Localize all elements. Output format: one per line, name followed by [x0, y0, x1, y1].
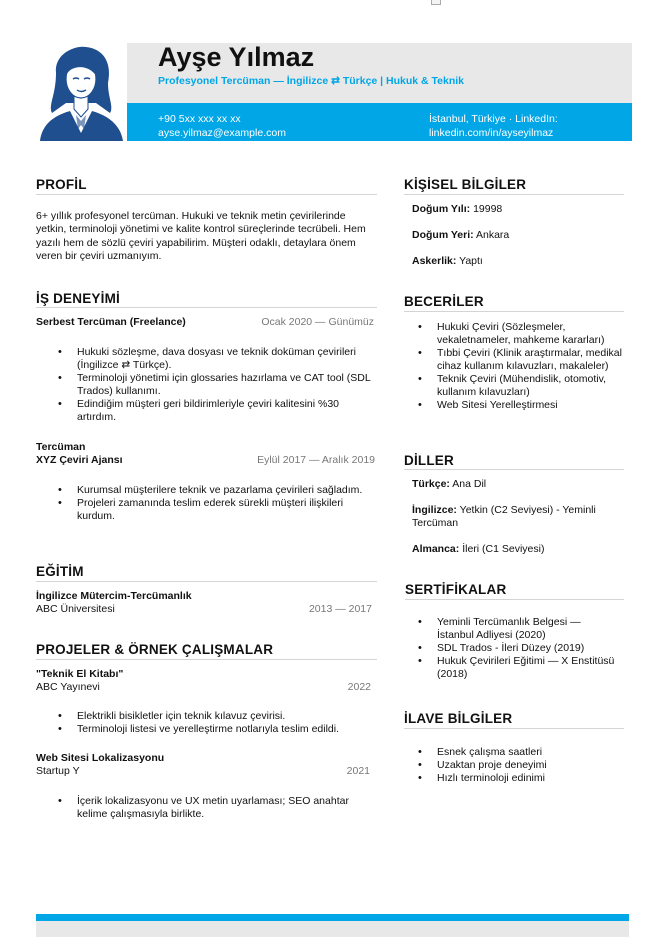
list-item: • Terminoloji listesi ve yerelleştirme notlarıyla teslim edildi. [77, 723, 377, 736]
birth-year-value: 19998 [473, 203, 503, 215]
language-label: Almanca: [412, 543, 460, 555]
project-name: "Teknik El Kitabı" [36, 668, 124, 680]
additional-list [437, 746, 617, 785]
list-item: • Kurumsal müşterilere teknik ve pazarlama çevirileri sağladım. [77, 484, 377, 497]
list-item: • Edindiğim müşteri geri bildirimleriyle çeviri kalitesini %30 artırdım. [77, 398, 377, 424]
project-year: 2022 [347, 681, 371, 693]
list-item: • İçerik lokalizasyonu ve UX metin uyarlaması; SEO anahtar kelime çalışmasıyla birlikte. [77, 795, 377, 821]
job-role: Tercüman [36, 441, 86, 453]
divider [36, 194, 377, 195]
section-title-experience: İŞ DENEYİMİ [36, 291, 120, 306]
birth-year-label: Doğum Yılı: [412, 203, 471, 215]
section-title-projects: PROJELER & ÖRNEK ÇALIŞMALAR [36, 642, 274, 657]
language-level: Yetkin (C2 Seviyesi) - Yeminli Tercüman [412, 504, 596, 530]
job-dates: Ocak 2020 — Günümüz [261, 316, 374, 328]
list-item: • Yeminli Tercümanlık Belgesi — İstanbul Adliyesi (2020) [437, 616, 617, 642]
section-title-profile: PROFİL [36, 177, 87, 192]
footer-accent-bar [36, 914, 629, 921]
contact-left [158, 113, 286, 140]
section-title-education: EĞİTİM [36, 564, 84, 579]
divider [404, 194, 624, 195]
list-item: • Uzaktan proje deneyimi [437, 759, 617, 772]
linkedin-link[interactable]: linkedin.com/in/ayseyilmaz [429, 126, 554, 139]
birth-place-value: Ankara [476, 229, 510, 241]
education-degree: İngilizce Mütercim-Tercümanlık [36, 590, 192, 602]
woman-portrait-icon [36, 43, 127, 141]
section-title-skills: BECERİLER [404, 294, 484, 309]
project-bullets [77, 710, 377, 736]
professional-title: Profesyonel Tercüman — İngilizce ⇄ Türkçe | Hukuk & Teknik [158, 75, 465, 87]
language-level: İleri (C1 Seviyesi) [462, 543, 545, 555]
birth-place-label: Doğum Yeri: [412, 229, 474, 241]
section-title-certificates: SERTİFİKALAR [405, 582, 507, 597]
list-item: • Elektrikli bisikletler için teknik kılavuz çevirisi. [77, 710, 377, 723]
education-school: ABC Üniversitesi [36, 603, 115, 615]
language-level: Ana Dil [452, 478, 487, 490]
project-bullets [77, 795, 377, 821]
job-company: XYZ Çeviri Ajansı [36, 454, 123, 466]
profile-summary: 6+ yıllık profesyonel tercüman. Hukuki ve teknik metin çevirilerinde yetkin, terminoloji yönetimi ve kalite kontrol süreçlerinde tecrübeli. Hem yazılı hem de sözlü çeviri yapabilirim. Müşteri odaklı, detaylara önem veren bir çeviri uzmanıyım. [36, 210, 366, 262]
divider [36, 307, 377, 308]
section-title-languages: DİLLER [404, 453, 454, 468]
list-item: • Tıbbi Çeviri (Klinik araştırmalar, medikal cihaz kullanım kılavuzları, makaleler) [437, 347, 623, 373]
person-name: Ayşe Yılmaz [158, 42, 315, 72]
list-item: • Terminoloji yönetimi için glossaries hazırlama ve CAT tool (SDL Trados) kullanımı. [77, 372, 377, 398]
footer-band [36, 921, 629, 937]
project-org: ABC Yayınevi [36, 681, 100, 693]
email-link[interactable]: ayse.yilmaz@example.com [158, 126, 286, 139]
birth-place [412, 229, 509, 242]
military-label: Askerlik: [412, 255, 457, 267]
section-title-additional: İLAVE BİLGİLER [404, 711, 513, 726]
divider [404, 728, 624, 729]
list-item: • Hukuk Çevirileri Eğitimi — X Enstitüsü (2018) [437, 655, 617, 681]
divider [36, 581, 377, 582]
list-item: • Teknik Çeviri (Mühendislik, otomotiv, kullanım kılavuzları) [437, 373, 623, 399]
language-label: İngilizce: [412, 504, 457, 516]
list-item: • Hızlı terminoloji edinimi [437, 772, 617, 785]
list-item: • Esnek çalışma saatleri [437, 746, 617, 759]
project-org: Startup Y [36, 765, 80, 777]
project-name: Web Sitesi Lokalizasyonu [36, 752, 165, 764]
document-marker-icon [431, 0, 441, 5]
section-title-personal: KİŞİSEL BİLGİLER [404, 177, 527, 192]
job-dates: Eylül 2017 — Aralık 2019 [257, 454, 375, 466]
military-value: Yaptı [459, 255, 483, 267]
contact-right [429, 113, 558, 140]
avatar [36, 43, 127, 141]
language-label: Türkçe: [412, 478, 450, 490]
job-bullets [77, 484, 377, 523]
language-item [412, 543, 622, 556]
job-bullets [77, 346, 377, 424]
language-item [412, 478, 622, 491]
divider [404, 311, 624, 312]
list-item: • Projeleri zamanında teslim ederek sürekli müşteri ilişkileri kurdum. [77, 497, 377, 523]
divider [404, 469, 624, 470]
birth-year [412, 203, 502, 216]
job-role: Serbest Tercüman (Freelance) [36, 316, 186, 328]
list-item: • Web Sitesi Yerelleştirmesi [437, 399, 623, 412]
military-status [412, 255, 483, 268]
divider [36, 659, 377, 660]
language-item [412, 504, 622, 531]
certificates-list [437, 616, 617, 681]
project-year: 2021 [346, 765, 370, 777]
divider [405, 599, 624, 600]
list-item: • Hukuki sözleşme, dava dosyası ve teknik doküman çevirileri (İngilizce ⇄ Türkçe). [77, 346, 377, 372]
list-item: • SDL Trados - İleri Düzey (2019) [437, 642, 617, 655]
skills-list [437, 321, 623, 412]
list-item: • Hukuki Çeviri (Sözleşmeler, vekaletnameler, mahkeme kararları) [437, 321, 623, 347]
phone-number: +90 5xx xxx xx xx [158, 113, 241, 125]
location-text: İstanbul, Türkiye · LinkedIn: [429, 113, 558, 125]
education-dates: 2013 — 2017 [308, 603, 372, 615]
